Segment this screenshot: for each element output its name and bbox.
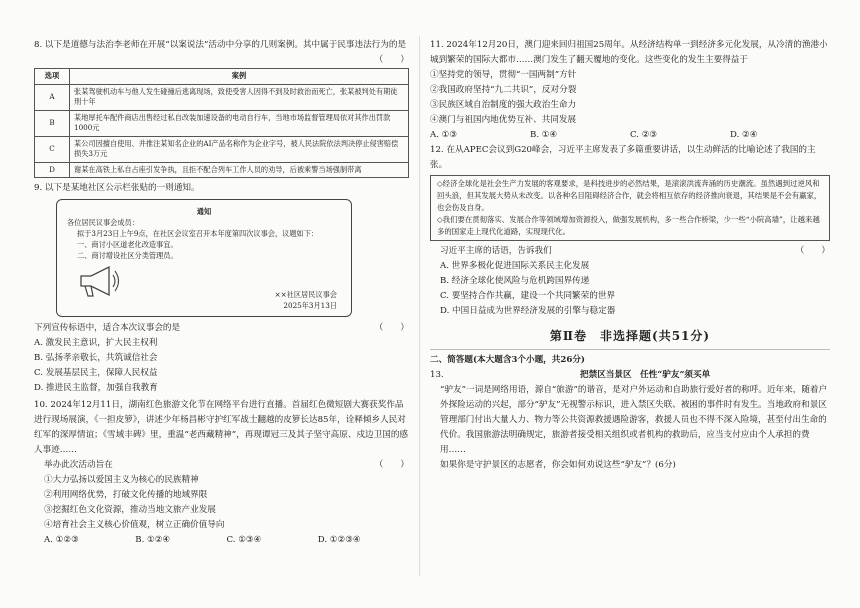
table-row [35, 136, 409, 162]
right-column [430, 38, 830, 473]
q12-quote-box [430, 175, 830, 241]
q8-header-case: 案例 [70, 69, 409, 85]
q11-item-3: ③民族区域自治制度的强大政治生命力 [430, 100, 577, 110]
q8-row-a-case: 张某驾驶机动车与他人发生碰撞后逃离现场，致使受害人因得不到及时救治而死亡，张某被判处有期徒刑十年 [70, 84, 409, 110]
q13-heading [430, 368, 830, 383]
q13-question: 如果你是守护景区的志愿者，你会如何劝说这些“驴友”？(6分) [440, 460, 676, 470]
q8-row-b-label: B [35, 110, 70, 136]
q10-item-2: ②利用网络优势，打破文化传播的地域界限 [44, 490, 208, 500]
q12-option-c: C. 要坚持合作共赢，建设一个共同繁荣的世界 [440, 291, 616, 301]
q10-stem: 10. 2024年12月11日，湖南红色旅游文化节在网络平台进行直播。首届红色微短剧大赛获奖作品进行现场展演，《一担皮箩》，讲述少年杨昌彬守护红军战士翻越的皮箩长达85年，诠释倾乡人民对红军的深厚情谊；《雪域丰碑》里，重温“老西藏精神”，再现谭冠三及其子坚守高原、戍边卫国的感人事迹…… [34, 400, 409, 455]
q10-options [34, 533, 409, 548]
q8-row-b-case: 某地厚托车配件商店出售经过私自改装加速设备的电动自行车，当地市场监督管理局依对其作出罚款1000元 [70, 110, 409, 136]
table-row [35, 162, 409, 178]
q10-option-c: C. ①③④ [226, 535, 262, 545]
q11-options [430, 128, 830, 143]
q9-question: 下列宣传标语中，适合本次议事会的是 （ ） [34, 321, 409, 336]
q12-option-b: B. 经济全球化使风险与危机跨国界传递 [440, 276, 590, 286]
q8-row-c-case: 某公司因擅自使用、并推注某知名企业的AI产品名称作为企业字号，被人民法院依法判决停止侵害赔偿损失3万元 [70, 136, 409, 162]
q9-stem: 9. 以下是某地社区公示栏张贴的一则通知。 [34, 183, 200, 193]
q8-row-d-label: D [35, 162, 70, 178]
q8-answer-paren: （ ） [374, 55, 409, 65]
q9-option-d: D. 推进民主监督，加强自我教育 [34, 383, 158, 393]
q11-option-c: C. ②③ [630, 130, 658, 140]
megaphone-icon [77, 264, 121, 298]
q12-option-d: D. 中国日益成为世界经济发展的引擎与稳定器 [440, 306, 616, 316]
notice-title: 通知 [196, 207, 212, 216]
q8-header-option: 选项 [35, 69, 70, 85]
q11-stem: 11. 2024年12月20日，澳门迎来回归祖国25周年。从经济结构单一到经济多元化发展，从冷清的渔港小城到繁荣的国际大都市……澳门发生了翻天覆地的变化。这些变化的发生主要得益于 [430, 40, 828, 65]
section-2-title: 二、简答题(本大题含3个小题，共26分) [430, 349, 830, 368]
q11-item-4: ④澳门与祖国内地优势互补、共同发展 [430, 115, 577, 125]
left-column [34, 38, 409, 548]
q11-item-2: ②我国政府坚持“九二共识”，反对分裂 [430, 85, 577, 95]
notice-date: 2025年3月13日 [283, 301, 337, 310]
q11-item-1: ①坚持党的领导，贯彻“一国两制”方针 [430, 70, 577, 80]
q11-option-d: D. ②④ [730, 130, 758, 140]
q8-row-c-label: C [35, 136, 70, 162]
part-2-title: 第Ⅱ卷 非选择题(共51分) [549, 329, 711, 343]
q10-answer-paren: （ ） [374, 460, 409, 470]
q12-answer-paren: （ ） [795, 246, 830, 256]
q9-option-b: B. 弘扬孝亲敬长，共筑诚信社会 [34, 353, 158, 363]
table-row [35, 110, 409, 136]
q8-case-table [34, 68, 409, 178]
notice-body: 拟于3月23日上午9点，在社区会议室召开本年度第四次议事会，议题如下： [77, 229, 319, 238]
q9-notice-board [56, 199, 352, 317]
q10-question: 举办此次活动旨在 （ ） [34, 458, 409, 473]
notice-signature: ××社区居民议事会 [274, 290, 337, 299]
q12-quote-1: ◇经济全球化是社会生产力发展的客观要求，是科技进步的必然结果，是滚滚洪流奔涌的历史潮流。虽然遇到过逆风和回头浪，但其发展大势从未改变。以各种名目阻碍经济合作，就会将相互依存的经济推向衰退，其结果是不会有赢家，也会伤及自身。 [437, 179, 822, 212]
column-divider [419, 36, 420, 576]
q12-option-a: A. 世界多极化促进国际关系民主化发展 [440, 261, 590, 271]
notice-item-2: 二、商讨增设社区分类管理员。 [77, 251, 178, 260]
q11-option-a: A. ①③ [430, 130, 458, 140]
notice-greeting: 各位居民议事会成员： [67, 218, 139, 227]
q9-answer-paren: （ ） [374, 323, 409, 333]
q10-option-b: B. ①②④ [135, 535, 171, 545]
notice-item-1: 一、商讨小区道老化改造事宜。 [77, 240, 178, 249]
q10-option-a: A. ①②③ [44, 535, 79, 545]
q8-row-d-case: 谢某在高铁上私自占座引发争执，且拒不配合列车工作人员的劝导，后被乘警当场强制带离 [70, 162, 409, 178]
q13-body: “驴友”一词是网络用语，源自“旅游”的谐音，是对户外运动和自助旅行爱好者的称呼。近年来，随着户外探险运动的兴起，部分“驴友”无视警示标识，进入禁区失联、被困的事件时有发生。当地政府和景区管理部门付出大量人力、物力等公共资源救援遇险游客，救援人员也不得不深入险境，甚至付出生命的代价。我国旅游法明确规定，旅游者接受相关组织或者机构的救助后，应当支付应由个人承担的费用…… [440, 385, 828, 455]
q8-row-a-label: A [35, 84, 70, 110]
q11-option-b: B. ①④ [530, 130, 558, 140]
table-row [35, 84, 409, 110]
q9-option-a: A. 激发民主意识，扩大民主权利 [34, 338, 158, 348]
q13-title: 把禁区当景区 任性“驴友”须买单 [580, 370, 711, 380]
q13-number: 13. [430, 370, 444, 380]
q10-option-d: D. ①②③④ [317, 535, 361, 545]
q10-item-1: ①大力弘扬以爱国主义为核心的民族精神 [44, 475, 199, 485]
q9-option-c: C. 发展基层民主，保障人民权益 [34, 368, 158, 378]
q10-item-4: ④培育社会主义核心价值观，树立正确价值导向 [44, 520, 225, 530]
q12-quote-2: ◇我们要在贯彻落实、发展合作等领域增加资源投入，做强发展机构，多一些合作桥梁，少一些“小院高墙”，让越来越多的国家走上现代化道路，实现现代化。 [437, 215, 820, 236]
q8-stem: 8. 以下是道德与法治李老师在开展“以案说法”活动中分享的几则案例。其中属于民事违法行为的是 （ ） [34, 38, 409, 53]
q10-item-3: ③挖掘红色文化资源，推动当地文旅产业发展 [44, 505, 216, 515]
q12-question: 习近平主席的话语，告诉我们 （ ） [430, 244, 830, 259]
q12-stem: 12. 在从APEC会议到G20峰会，习近平主席发表了多篇重要讲话，以生动鲜活的比喻论述了我国的主张。 [430, 145, 816, 170]
